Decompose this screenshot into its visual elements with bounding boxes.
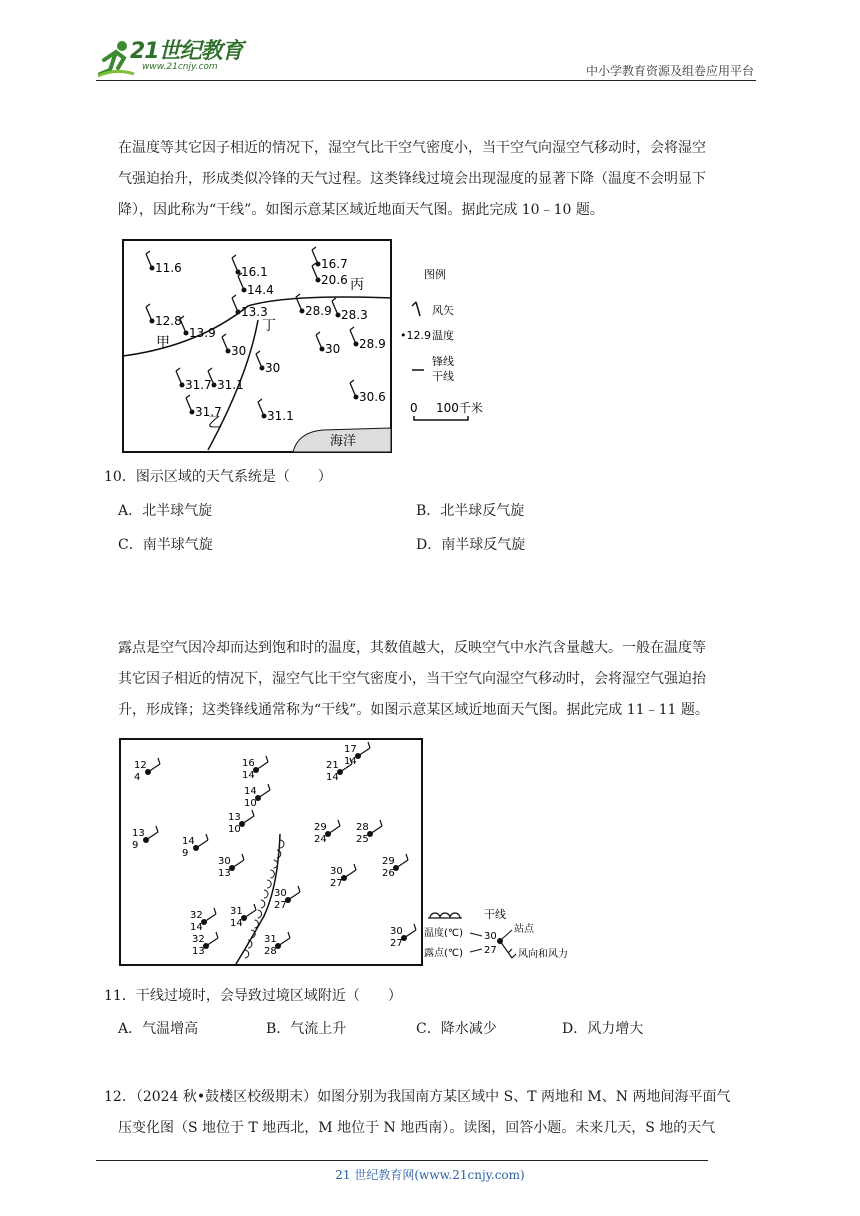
map-2-station-dew: 9 [182,848,189,859]
map-2-station-temp: 32 [192,934,205,945]
map-2-station-temp: 14 [244,786,257,797]
legend-scale-zero: 0 [410,401,418,415]
map-1-station-temp: 28.9 [305,304,332,318]
map-2-station-temp: 13 [132,828,145,839]
map-1-station-temp: 30 [231,344,247,358]
map-2-station-dew: 13 [218,868,231,879]
ocean-label: 海洋 [330,434,357,449]
q10-option-a[interactable]: A．北半球气旋 [118,503,213,519]
map-2-station-dew: 14 [344,756,357,767]
label-jia: 甲 [156,335,170,351]
q12-line: 压变化图（S 地位于 T 地西北，M 地位于 N 地西南）。读图，回答小题。未来几天，S 地的天气 [118,1120,716,1136]
q11-option-c[interactable]: C．降水减少 [416,1021,497,1037]
legend-temp-sample: •12.9 [400,329,431,342]
map-2-station-temp: 29 [314,822,327,833]
passage-2-line: 露点是空气因冷却而达到饱和时的温度，其数值越大，反映空气中水汽含量越大。一般在温度等 [118,640,706,656]
map-2-station-temp: 30 [390,926,403,937]
label-ding: 丁 [262,318,276,334]
passage-1-line: 气强迫抬升，形成类似冷锋的天气过程。这类锋线过境会出现湿度的显著下降（温度不会明显下 [118,171,706,187]
map-1-station-temp: 30 [325,342,341,356]
legend-wind: 风向和风力 [518,949,568,960]
map-2-station-temp: 29 [382,856,395,867]
map-2-station-dew: 14 [230,918,243,929]
map-2-station-dew: 25 [356,834,369,845]
site-logo-url: www.21cnjy.com [142,62,218,72]
q11-option-a[interactable]: A．气温增高 [118,1021,199,1037]
map-2-station-temp: 12 [134,760,147,771]
legend-station: 站点 [514,924,534,935]
map-1-station-temp: 30 [265,361,281,375]
passage-1 [118,133,768,226]
map-2-station-temp: 31 [230,906,243,917]
passage-2-line: 升，形成锋；这类锋线通常称为“干线”。如图示意某区域近地面天气图。据此完成 11﹣11 题。 [118,702,709,718]
map-2-station-dew: 27 [330,878,343,889]
map-1-station-temp: 31.1 [217,378,244,392]
map-1-station-temp: 31.7 [195,405,222,419]
q10-option-b[interactable]: B．北半球反气旋 [416,503,525,519]
map-1-station-temp: 12.8 [155,314,182,328]
legend-dew: 露点(℃) [424,948,464,959]
platform-title: 中小学教育资源及组卷应用平台 [585,64,754,78]
q12-line: 12．（2024 秋•鼓楼区校级期末）如图分别为我国南方某区域中 S、T 两地和 M、N 两地间海平面气 [104,1089,731,1105]
map-2-station-temp: 30 [330,866,343,877]
question-10-stem: 10．图示区域的天气系统是（ ） [104,469,332,485]
passage-1-line: 降），因此称为“干线”。如图示意某区域近地面天气图。据此完成 10﹣10 题。 [118,202,604,218]
map-1-station-temp: 16.7 [321,257,348,271]
legend-dryline: 干线 [484,908,506,921]
map-2-station-dew: 14 [242,770,255,781]
map-2-station-temp: 16 [242,758,255,769]
map-2-station-dew: 26 [382,868,395,879]
map-2-station-dew: 13 [192,946,205,957]
map-1-station-temp: 30.6 [359,390,386,404]
map-2-station-dew: 10 [244,798,257,809]
legend-t-val: 30 [484,931,497,942]
map-2-station-temp: 28 [356,822,369,833]
map-1-station-temp: 13.9 [189,326,216,340]
map-1-station-temp: 28.9 [359,337,386,351]
map-1-station-temp: 13.3 [241,305,268,319]
map-2-station-temp: 14 [182,836,195,847]
footer-rule [96,1160,708,1161]
map-2-station-dew: 28 [264,946,277,957]
legend-front-2: 干线 [432,370,454,383]
header-rule [96,80,756,81]
map-2-station-dew: 14 [190,922,203,933]
legend-wind-icon [412,302,420,316]
question-11-stem: 11．干线过境时，会导致过境区域附近（ ） [104,988,402,1004]
label-bing: 丙 [350,277,364,293]
map-2-frame [120,739,422,965]
map-2-station-temp: 30 [218,856,231,867]
legend-scale-bar [414,416,468,420]
map-1-station-temp: 31.1 [267,409,294,423]
map-2-station-temp: 13 [228,812,241,823]
map-2-station-dew: 14 [326,772,339,783]
map-1-station-temp: 28.3 [341,308,368,322]
map-2-station-temp: 30 [274,888,287,899]
passage-2 [118,633,768,726]
legend-d-val: 27 [484,945,497,956]
question-12-stem [104,1082,774,1144]
map-2-station-dew: 27 [274,900,287,911]
site-logo-name: 21世纪教育 [130,39,243,64]
footer-text: 21 世纪教育网(www.21cnjy.com) [335,1168,525,1182]
legend-scale: 100千米 [436,401,483,415]
map-2-station-dew: 10 [228,824,241,835]
legend-wind: 风矢 [432,304,454,317]
map-2-station-temp: 17 [344,744,357,755]
map-2-station-dew: 9 [132,840,139,851]
map-1-station-temp: 16.1 [241,265,268,279]
legend-temp: 温度(℃) [424,928,464,939]
q11-option-d[interactable]: D．风力增大 [562,1021,644,1037]
map-2-station-dew: 24 [314,834,327,845]
legend-front-1: 锋线 [432,355,454,368]
legend-dryline-icon [430,913,460,918]
map-1-station-temp: 20.6 [321,273,348,287]
map-1-station-temp: 11.6 [155,261,182,275]
passage-2-line: 其它因子相近的情况下，湿空气比干空气密度小，当干空气向湿空气移动时，会将湿空气强迫抬 [118,671,706,687]
map-2-station-temp: 21 [326,760,339,771]
map-1-station-temp: 14.4 [247,283,274,297]
map-1-station-temp: 31.7 [185,378,212,392]
map-2-station-temp: 32 [190,910,203,921]
label-yi: 乙 [208,415,222,431]
q10-option-d[interactable]: D．南半球反气旋 [416,537,526,553]
map-2-station-dew: 4 [134,772,141,783]
weather-map-2 [118,736,588,968]
legend-temp: 温度 [432,329,454,342]
passage-1-line: 在温度等其它因子相近的情况下，湿空气比干空气密度小，当干空气向湿空气移动时，会将湿空 [118,140,706,156]
weather-map-1 [118,236,498,456]
q10-option-c[interactable]: C．南半球气旋 [118,537,213,553]
q11-option-b[interactable]: B．气流上升 [266,1021,347,1037]
legend-title: 图例 [424,268,446,281]
map-2-station-dew: 27 [390,938,403,949]
map-2-station-temp: 31 [264,934,277,945]
